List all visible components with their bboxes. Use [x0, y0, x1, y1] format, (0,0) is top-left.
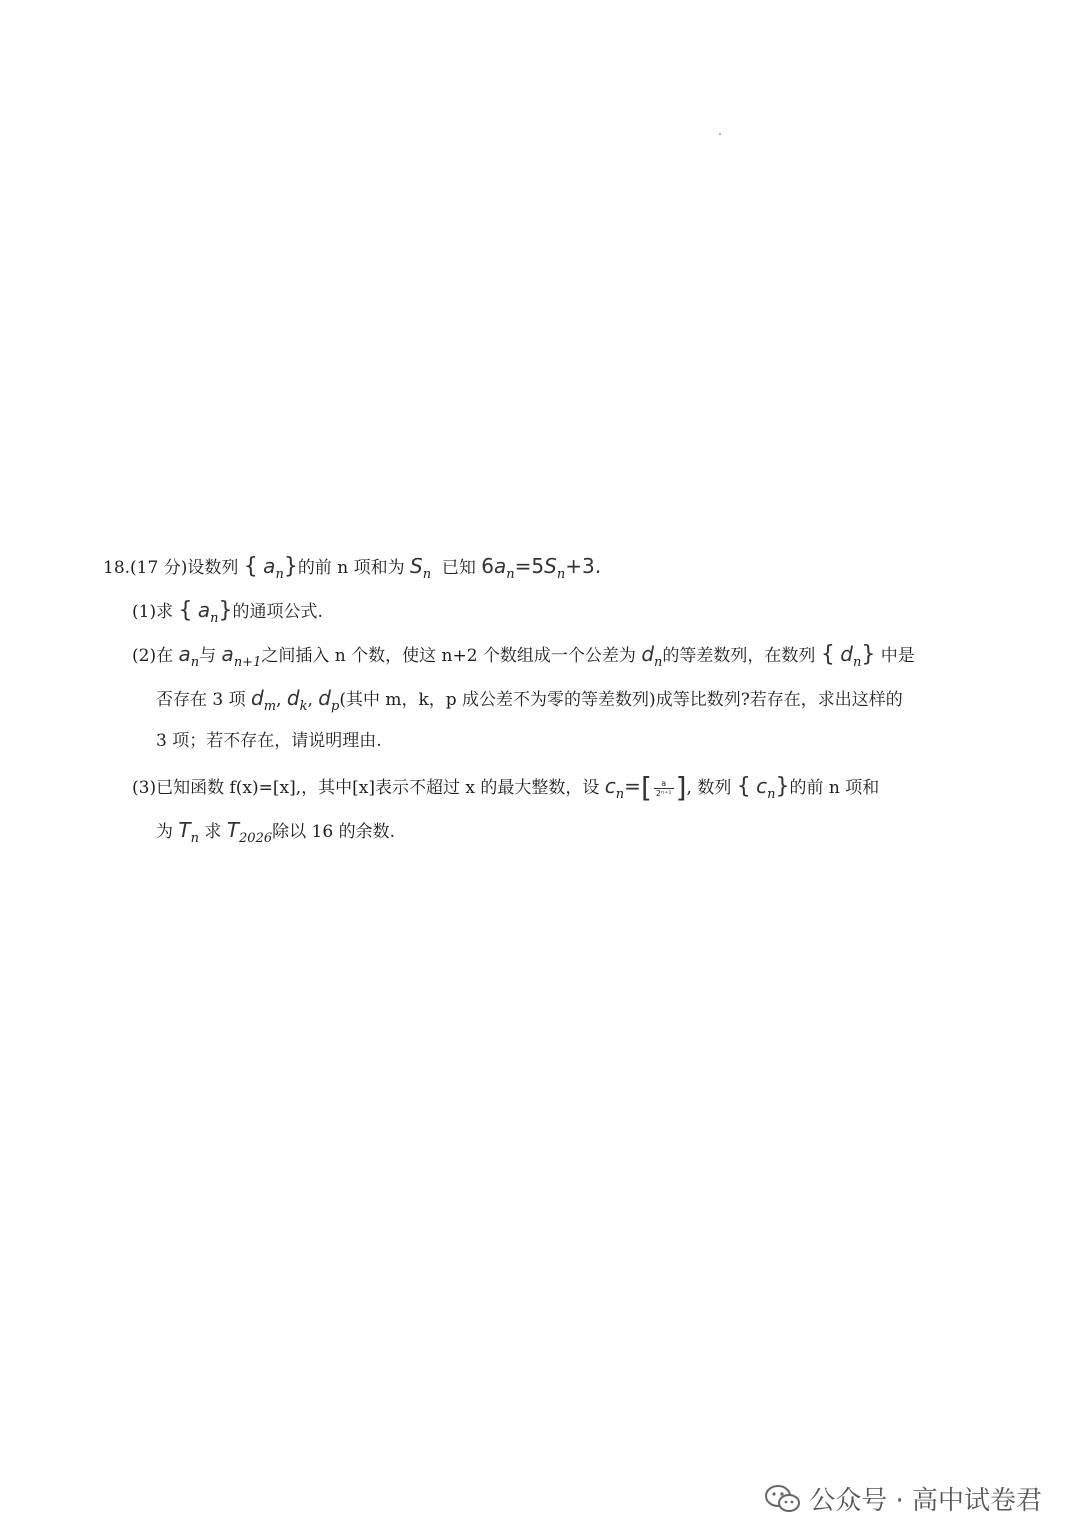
part-2-line-2: 否存在 3 项 $d_m$, $d_k$, $d_p$(其中 m，k，p 成公差不为零的等差数列)成等比数列?若存在，求出这样的 — [156, 686, 903, 714]
watermark — [765, 1480, 1042, 1517]
wechat-icon — [765, 1484, 801, 1514]
part-3-line-1: (3)已知函数 f(x)=[x],，其中[x]表示不超过 x 的最大整数，设 $c_n=$[ $\frac{a}{\text{2ⁿ⁺¹}}$ ], 数列 { $c_n$}的前 n 项和 — [132, 771, 880, 804]
part-2-line-1: (2)在 $a_n$与 $a_{n+1}$之间插入 n 个数，使这 n+2 个数组成一个公差为 $d_n$的等差数列，在数列 { $d_n$} 中是 — [132, 642, 915, 670]
fraction: $\frac{a}{\text{2ⁿ⁺¹}}$ — [655, 779, 672, 798]
part-2-line-3: 3 项；若不存在，请说明理由. — [156, 731, 382, 751]
scan-speck — [719, 133, 721, 135]
part-3-line-2: 为 $T_n$ 求 $T_{2026}$除以 16 的余数. — [156, 818, 395, 846]
problem-header: 18.(17 分)设数列 { $a_n$}的前 n 项和为 $S_n$ 已知 $6a_n=5S_n+3$. — [103, 554, 602, 582]
watermark-text: 公众号 · 高中试卷君 — [809, 1486, 1042, 1516]
part-1: (1)求 { $a_n$}的通项公式. — [132, 598, 323, 626]
